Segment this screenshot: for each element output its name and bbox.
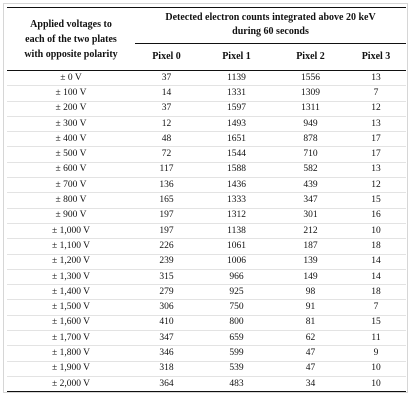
table-body (7, 71, 406, 392)
pixel-1-count-cell: 966 (198, 269, 275, 284)
pixel-1-header: Pixel 1 (198, 43, 275, 70)
pixel-2-count-cell: 301 (275, 208, 346, 223)
table-row (7, 101, 406, 116)
pixel-2-header: Pixel 2 (275, 43, 346, 70)
pixel-1-count-cell: 1331 (198, 86, 275, 101)
voltage-cell: ± 1,600 V (7, 315, 135, 330)
voltage-cell: ± 700 V (7, 178, 135, 193)
voltage-cell: ± 1,200 V (7, 254, 135, 269)
pixel-0-count-cell: 364 (135, 376, 198, 391)
pixel-0-count-cell: 318 (135, 361, 198, 376)
pixel-0-count-cell: 48 (135, 132, 198, 147)
pixel-2-count-cell: 949 (275, 116, 346, 131)
pixel-3-count-cell: 9 (346, 346, 406, 361)
pixel-0-count-cell: 14 (135, 86, 198, 101)
voltage-cell: ± 2,000 V (7, 376, 135, 391)
table-row (7, 315, 406, 330)
pixel-3-count-cell: 18 (346, 285, 406, 300)
pixel-3-count-cell: 17 (346, 147, 406, 162)
voltage-cell: ± 1,500 V (7, 300, 135, 315)
pixel-1-count-cell: 800 (198, 315, 275, 330)
table-row (7, 116, 406, 131)
pixel-1-count-cell: 1139 (198, 71, 275, 86)
pixel-2-count-cell: 149 (275, 269, 346, 284)
pixel-1-count-cell: 1312 (198, 208, 275, 223)
pixel-2-count-cell: 212 (275, 223, 346, 238)
pixel-1-count-cell: 1061 (198, 239, 275, 254)
pixel-3-count-cell: 14 (346, 269, 406, 284)
pixel-2-count-cell: 1556 (275, 71, 346, 86)
pixel-2-count-cell: 187 (275, 239, 346, 254)
pixel-0-count-cell: 136 (135, 178, 198, 193)
pixel-3-count-cell: 10 (346, 223, 406, 238)
pixel-3-count-cell: 10 (346, 376, 406, 391)
table-row (7, 300, 406, 315)
detected-header-line: during 60 seconds (232, 26, 309, 38)
pixel-0-count-cell: 306 (135, 300, 198, 315)
pixel-3-count-cell: 11 (346, 331, 406, 346)
pixel-3-count-cell: 13 (346, 71, 406, 86)
table-row (7, 71, 406, 86)
pixel-3-count-cell: 14 (346, 254, 406, 269)
pixel-1-count-cell: 1333 (198, 193, 275, 208)
table-row (7, 193, 406, 208)
table-row (7, 132, 406, 147)
pixel-2-count-cell: 1311 (275, 101, 346, 116)
voltage-header-line: each of the two plates (25, 33, 117, 45)
pixel-2-count-cell: 34 (275, 376, 346, 391)
pixel-0-count-cell: 239 (135, 254, 198, 269)
pixel-1-count-cell: 1138 (198, 223, 275, 238)
table-row (7, 178, 406, 193)
pixel-2-count-cell: 710 (275, 147, 346, 162)
detected-counts-header (135, 8, 406, 44)
pixel-2-count-cell: 347 (275, 193, 346, 208)
pixel-3-count-cell: 16 (346, 208, 406, 223)
table-frame (3, 3, 408, 393)
pixel-0-count-cell: 37 (135, 101, 198, 116)
voltage-cell: ± 900 V (7, 208, 135, 223)
detected-header-line: Detected electron counts integrated above 20 keV (165, 12, 376, 24)
table-row (7, 346, 406, 361)
pixel-1-count-cell: 1651 (198, 132, 275, 147)
table-row (7, 285, 406, 300)
electron-counts-table (7, 7, 406, 392)
pixel-2-count-cell: 582 (275, 162, 346, 177)
pixel-3-count-cell: 7 (346, 300, 406, 315)
pixel-2-count-cell: 439 (275, 178, 346, 193)
table-row (7, 269, 406, 284)
pixel-3-count-cell: 15 (346, 315, 406, 330)
pixel-1-count-cell: 659 (198, 331, 275, 346)
voltage-cell: ± 1,700 V (7, 331, 135, 346)
voltage-cell: ± 400 V (7, 132, 135, 147)
voltage-cell: ± 300 V (7, 116, 135, 131)
pixel-2-count-cell: 47 (275, 361, 346, 376)
pixel-2-count-cell: 62 (275, 331, 346, 346)
table-row (7, 162, 406, 177)
pixel-0-count-cell: 165 (135, 193, 198, 208)
voltage-column-header (7, 8, 135, 71)
voltage-cell: ± 0 V (7, 71, 135, 86)
pixel-0-count-cell: 410 (135, 315, 198, 330)
pixel-1-count-cell: 483 (198, 376, 275, 391)
pixel-0-count-cell: 72 (135, 147, 198, 162)
pixel-1-count-cell: 1588 (198, 162, 275, 177)
pixel-2-count-cell: 81 (275, 315, 346, 330)
pixel-0-header: Pixel 0 (135, 43, 198, 70)
pixel-1-count-cell: 599 (198, 346, 275, 361)
voltage-cell: ± 1,900 V (7, 361, 135, 376)
table-row (7, 331, 406, 346)
voltage-cell: ± 100 V (7, 86, 135, 101)
pixel-1-count-cell: 925 (198, 285, 275, 300)
pixel-1-count-cell: 750 (198, 300, 275, 315)
pixel-3-count-cell: 12 (346, 178, 406, 193)
pixel-0-count-cell: 226 (135, 239, 198, 254)
table-row (7, 147, 406, 162)
pixel-0-count-cell: 279 (135, 285, 198, 300)
voltage-cell: ± 200 V (7, 101, 135, 116)
pixel-2-count-cell: 139 (275, 254, 346, 269)
pixel-0-count-cell: 197 (135, 223, 198, 238)
pixel-1-count-cell: 1597 (198, 101, 275, 116)
pixel-3-count-cell: 18 (346, 239, 406, 254)
pixel-1-count-cell: 1006 (198, 254, 275, 269)
table-row (7, 86, 406, 101)
table-row (7, 208, 406, 223)
pixel-0-count-cell: 37 (135, 71, 198, 86)
table-row (7, 361, 406, 376)
pixel-0-count-cell: 117 (135, 162, 198, 177)
pixel-2-count-cell: 47 (275, 346, 346, 361)
pixel-3-count-cell: 12 (346, 101, 406, 116)
voltage-cell: ± 500 V (7, 147, 135, 162)
pixel-2-count-cell: 878 (275, 132, 346, 147)
pixel-1-count-cell: 1493 (198, 116, 275, 131)
voltage-cell: ± 600 V (7, 162, 135, 177)
pixel-1-count-cell: 1544 (198, 147, 275, 162)
voltage-cell: ± 1,800 V (7, 346, 135, 361)
pixel-3-count-cell: 17 (346, 132, 406, 147)
pixel-3-header: Pixel 3 (346, 43, 406, 70)
pixel-2-count-cell: 91 (275, 300, 346, 315)
pixel-1-count-cell: 539 (198, 361, 275, 376)
pixel-0-count-cell: 12 (135, 116, 198, 131)
voltage-cell: ± 1,000 V (7, 223, 135, 238)
pixel-0-count-cell: 315 (135, 269, 198, 284)
voltage-header-line: Applied voltages to (30, 18, 112, 30)
pixel-0-count-cell: 347 (135, 331, 198, 346)
pixel-1-count-cell: 1436 (198, 178, 275, 193)
voltage-cell: ± 1,300 V (7, 269, 135, 284)
pixel-3-count-cell: 10 (346, 361, 406, 376)
voltage-header-line: with opposite polarity (24, 48, 118, 60)
pixel-3-count-cell: 7 (346, 86, 406, 101)
pixel-0-count-cell: 197 (135, 208, 198, 223)
header-row-top (7, 8, 406, 44)
pixel-3-count-cell: 13 (346, 162, 406, 177)
table-row (7, 254, 406, 269)
table-row (7, 223, 406, 238)
pixel-0-count-cell: 346 (135, 346, 198, 361)
voltage-cell: ± 1,100 V (7, 239, 135, 254)
pixel-3-count-cell: 13 (346, 116, 406, 131)
pixel-3-count-cell: 15 (346, 193, 406, 208)
voltage-cell: ± 1,400 V (7, 285, 135, 300)
voltage-cell: ± 800 V (7, 193, 135, 208)
pixel-2-count-cell: 1309 (275, 86, 346, 101)
table-row (7, 376, 406, 391)
pixel-2-count-cell: 98 (275, 285, 346, 300)
table-row (7, 239, 406, 254)
